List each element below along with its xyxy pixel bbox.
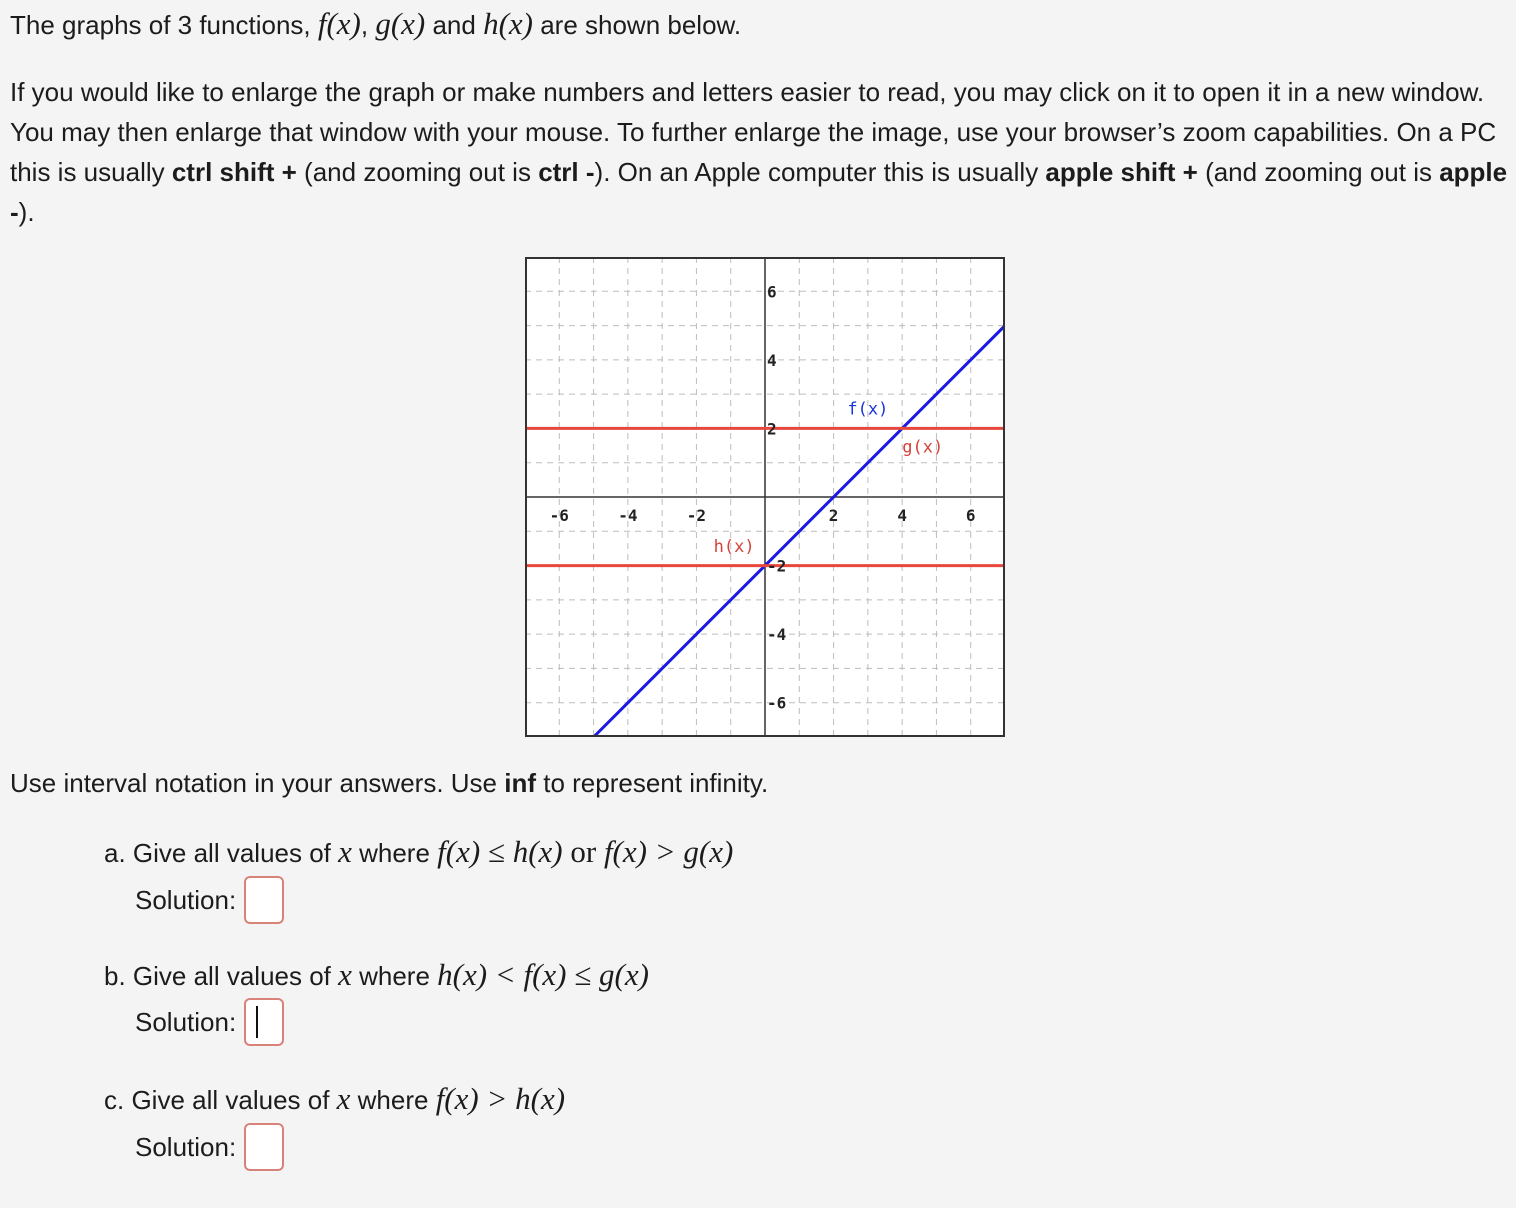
x-tick-label: -6 (549, 506, 569, 525)
zoom-instructions: If you would like to enlarge the graph or make numbers and letters easier to read, you may click on it to open it in a new window. You may then enlarge that window with your mouse. To further enlarge the image, use your browser’s zoom capabilities. On a PC this is usually ctrl shift + (and zooming out is ctrl -). On an Apple computer this is usually apple shift + (and zooming out is apple -). (10, 77, 1508, 227)
answer-input-a[interactable] (244, 876, 284, 924)
solution-row-c (135, 1123, 284, 1171)
x-tick-label: -2 (686, 506, 707, 525)
y-tick-label: -2 (767, 556, 787, 576)
question-b: b. Give all values of x where h(x) < f(x) ≤ g(x) (104, 957, 649, 992)
x-tick-label: 6 (965, 506, 976, 525)
solution-label-a: Solution: (135, 884, 237, 915)
y-tick-label: -6 (767, 693, 787, 713)
pc-zoom-in-shortcut: ctrl shift + (171, 157, 297, 187)
series-label-fx: f(x) (847, 399, 889, 420)
y-tick-label: 2 (767, 419, 777, 439)
question-a: a. Give all values of x where f(x) ≤ h(x) or f(x) > g(x) (104, 834, 734, 869)
pc-zoom-out-shortcut: ctrl - (538, 157, 595, 187)
mac-zoom-out-shortcut: apple - (10, 157, 1508, 227)
mac-zoom-in-shortcut: apple shift + (1045, 157, 1198, 187)
x-tick-label: -4 (618, 506, 638, 525)
graph-svg[interactable] (525, 257, 1005, 737)
y-tick-label: -4 (767, 625, 787, 645)
x-tick-label: 4 (897, 506, 907, 525)
inf-keyword: inf (504, 768, 536, 798)
solution-row-b (135, 998, 284, 1046)
y-tick-label: 4 (767, 350, 777, 370)
solution-label-b: Solution: (135, 1006, 237, 1037)
series-label-gx: g(x) (902, 437, 944, 458)
x-tick-label: 2 (828, 506, 839, 525)
solution-label-c: Solution: (135, 1131, 237, 1162)
intro-text: The graphs of 3 functions, f(x), g(x) and h(x) are shown below. (10, 6, 742, 41)
y-tick-label: 6 (767, 282, 777, 302)
notation-instructions: Use interval notation in your answers. Use inf to represent infinity. (10, 768, 769, 798)
answer-input-c[interactable] (244, 1123, 284, 1171)
question-c: c. Give all values of x where f(x) > h(x) (104, 1081, 566, 1116)
function-graph[interactable] (525, 257, 1005, 737)
solution-row-a (135, 876, 284, 924)
text-caret (256, 1006, 258, 1038)
answer-input-b[interactable] (244, 998, 284, 1046)
series-label-hx: h(x) (713, 536, 755, 557)
